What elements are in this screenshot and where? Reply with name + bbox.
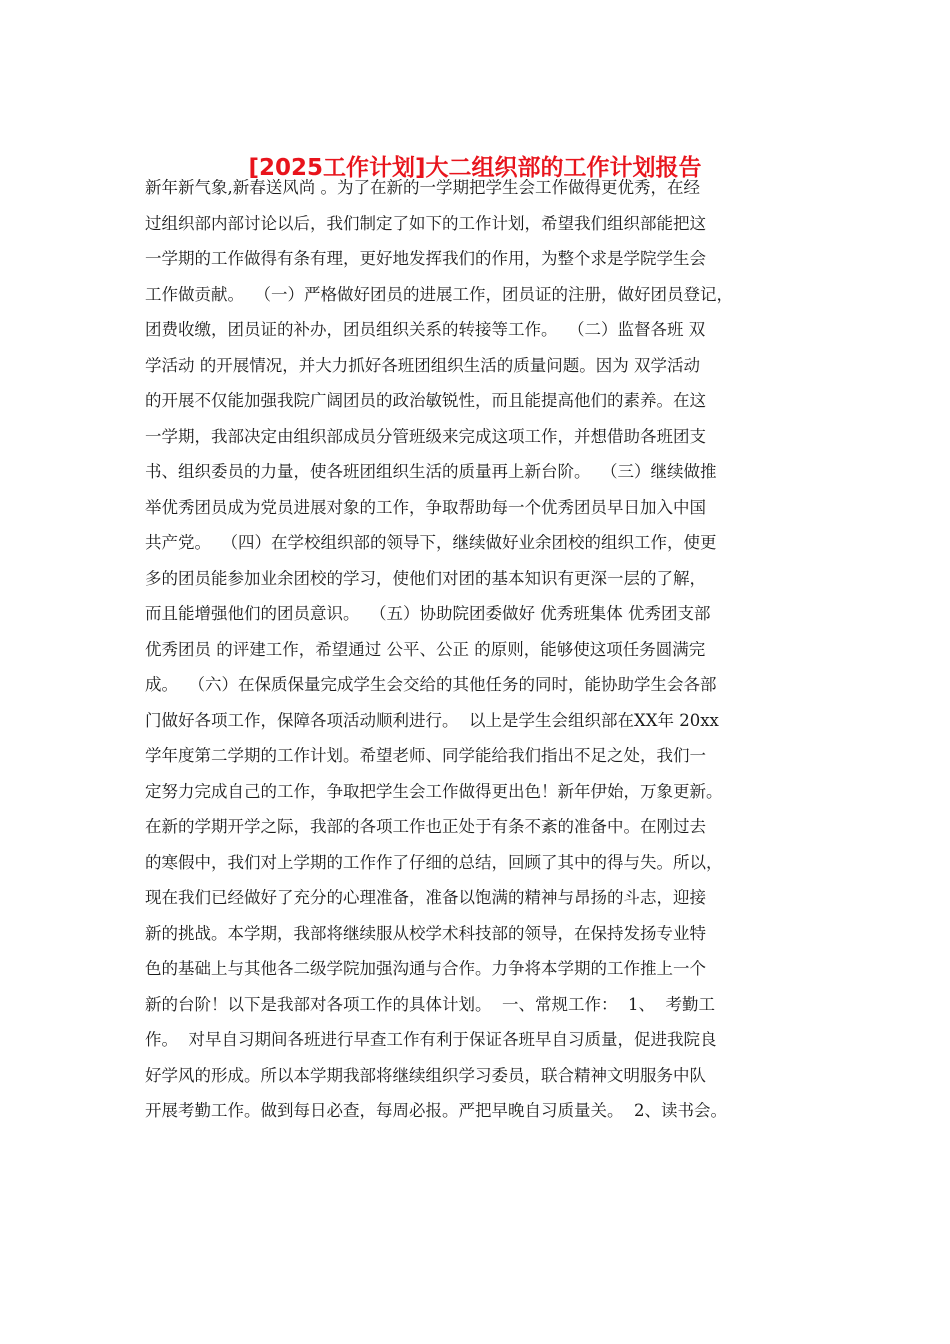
body-line: 学年度第二学期的工作计划。希望老师、同学能给我们指出不足之处，我们一 bbox=[145, 746, 706, 765]
document-title: [2025工作计划]大二组织部的工作计划报告 bbox=[248, 155, 702, 181]
body-line: 色的基础上与其他各二级学院加强沟通与合作。力争将本学期的工作推上一个 bbox=[145, 959, 706, 978]
body-line: 过组织部内部讨论以后，我们制定了如下的工作计划，希望我们组织部能把这 bbox=[145, 213, 706, 233]
body-line: 开展考勤工作。做到每日必查，每周必报。严把早晚自习质量关。 2、读书会。 bbox=[145, 1101, 727, 1120]
body-line: 团费收缴，团员证的补办，团员组织关系的转接等工作。 （二）监督各班 双 bbox=[145, 320, 706, 339]
body-line: 多的团员能参加业余团校的学习，使他们对团的基本知识有更深一层的了解， bbox=[145, 568, 706, 588]
body-line: 新的台阶！以下是我部对各项工作的具体计划。 一、常规工作： 1、 考勤工 bbox=[145, 994, 715, 1014]
document-body bbox=[145, 170, 807, 1129]
body-line: 现在我们已经做好了充分的心理准备，准备以饱满的精神与昂扬的斗志，迎接 bbox=[145, 888, 706, 907]
body-line: 门做好各项工作，保障各项活动顺利进行。 以上是学生会组织部在XX年 20xx bbox=[145, 710, 719, 730]
body-line: 新的挑战。本学期，我部将继续服从校学术科技部的领导，在保持发扬专业特 bbox=[145, 923, 706, 943]
body-line: 工作做贡献。 （一）严格做好团员的进展工作，团员证的注册，做好团员登记， bbox=[145, 284, 733, 304]
body-line: 学活动 的开展情况，并大力抓好各班团组织生活的质量问题。因为 双学活动 bbox=[145, 355, 700, 375]
body-line: 书、组织委员的力量，使各班团组织生活的质量再上新台阶。 （三）继续做推 bbox=[145, 462, 717, 481]
body-line: 好学风的形成。所以本学期我部将继续组织学习委员，联合精神文明服务中队 bbox=[145, 1065, 706, 1085]
body-line: 一学期，我部决定由组织部成员分管班级来完成这项工作，并想借助各班团支 bbox=[145, 426, 706, 446]
body-line: 新年新气象,新春送风尚 。为了在新的一学期把学生会工作做得更优秀，在经 bbox=[145, 178, 700, 197]
body-line: 共产党。 （四）在学校组织部的领导下，继续做好业余团校的组织工作，使更 bbox=[145, 533, 717, 552]
body-line: 而且能增强他们的团员意识。 （五）协助院团委做好 优秀班集体 优秀团支部 bbox=[145, 604, 711, 623]
body-line: 成。 （六）在保质保量完成学生会交给的其他任务的同时，能协助学生会各部 bbox=[145, 675, 717, 694]
body-line: 作。 对早自习期间各班进行早查工作有利于保证各班早自习质量，促进我院良 bbox=[145, 1030, 717, 1049]
body-line: 的寒假中，我们对上学期的工作作了仔细的总结，回顾了其中的得与失。所以， bbox=[145, 852, 723, 872]
body-line: 在新的学期开学之际，我部的各项工作也正处于有条不紊的准备中。在刚过去 bbox=[145, 817, 706, 836]
body-line: 一学期的工作做得有条有理，更好地发挥我们的作用，为整个求是学院学生会 bbox=[145, 249, 706, 268]
body-line: 优秀团员 的评建工作，希望通过 公平、公正 的原则，能够使这项任务圆满完 bbox=[145, 639, 706, 659]
body-line: 定努力完成自己的工作，争取把学生会工作做得更出色！新年伊始，万象更新。 bbox=[145, 781, 723, 801]
body-line: 举优秀团员成为党员进展对象的工作，争取帮助每一个优秀团员早日加入中国 bbox=[145, 497, 706, 517]
body-line: 的开展不仅能加强我院广阔团员的政治敏锐性，而且能提高他们的素养。在这 bbox=[145, 391, 706, 410]
